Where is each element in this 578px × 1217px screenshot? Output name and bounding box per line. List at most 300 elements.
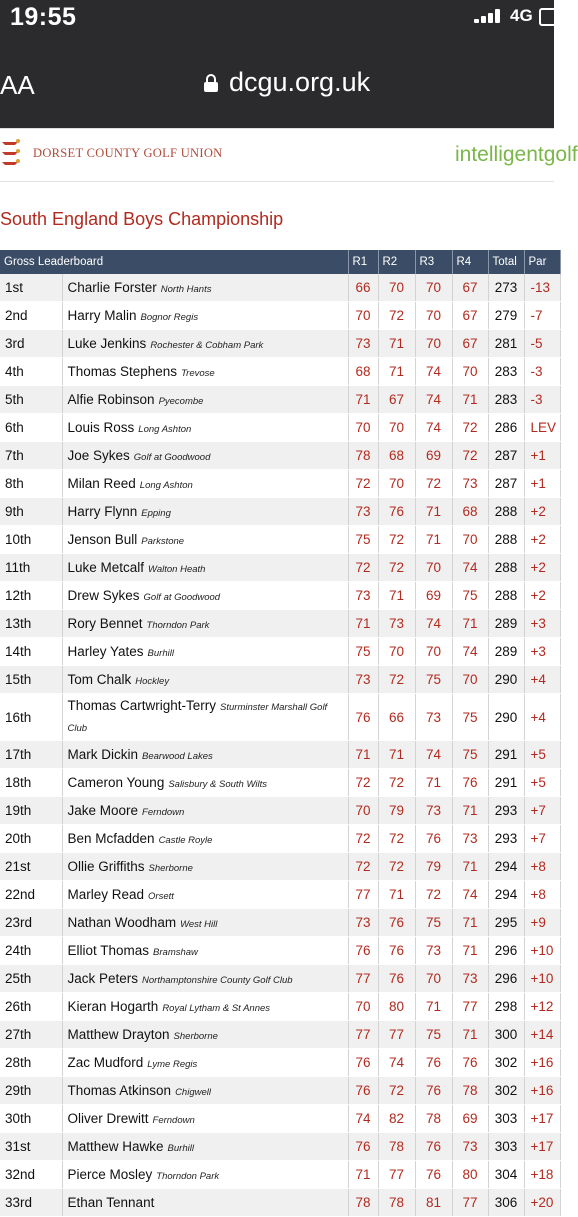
column-header-r3: R3: [415, 250, 452, 274]
player-cell[interactable]: [62, 993, 348, 1021]
partner-logo[interactable]: intelligentgolf: [455, 143, 578, 166]
table-row[interactable]: [0, 965, 560, 993]
column-header-total: Total: [488, 250, 524, 274]
round-2-score: 67: [378, 386, 415, 414]
player-cell[interactable]: [62, 1133, 348, 1161]
position-cell: 23rd: [0, 909, 62, 937]
round-2-score: 72: [378, 769, 415, 797]
par-score: -13: [524, 274, 560, 302]
player-name[interactable]: Marley Read: [67, 887, 145, 902]
round-1-score: 70: [348, 993, 378, 1021]
player-cell[interactable]: [62, 769, 348, 797]
column-header-r4: R4: [452, 250, 488, 274]
url-text[interactable]: dcgu.org.uk: [229, 67, 371, 97]
club-name: Parkstone: [141, 536, 185, 547]
player-name[interactable]: Kieran Hogarth: [67, 999, 159, 1014]
club-name: Ferndown: [142, 807, 185, 818]
round-1-score: 77: [348, 965, 378, 993]
round-2-score: 79: [378, 797, 415, 825]
club-name: Orsett: [148, 891, 174, 902]
lock-icon: [204, 74, 218, 92]
player-cell[interactable]: [62, 1049, 348, 1077]
total-score: 286: [488, 414, 524, 442]
column-header-r1: R1: [348, 250, 378, 274]
player-cell[interactable]: [62, 1105, 348, 1133]
table-row[interactable]: [0, 769, 560, 797]
round-2-score: 72: [378, 825, 415, 853]
position-cell: 18th: [0, 769, 62, 797]
club-name: Royal Lytham & St Annes: [162, 1003, 271, 1014]
round-2-score: 76: [378, 937, 415, 965]
round-1-score: 72: [348, 853, 378, 881]
club-name: Bognor Regis: [140, 312, 199, 323]
total-score: 303: [488, 1105, 524, 1133]
round-3-score: 75: [415, 666, 452, 694]
round-4-score: 71: [452, 853, 488, 881]
player-cell[interactable]: [62, 498, 348, 526]
par-score: +8: [524, 853, 560, 881]
round-1-score: 72: [348, 470, 378, 498]
round-4-score: 73: [452, 470, 488, 498]
player-name[interactable]: Cameron Young: [67, 775, 165, 790]
round-1-score: 74: [348, 1105, 378, 1133]
player-name[interactable]: Luke Metcalf: [67, 560, 145, 575]
player-name[interactable]: Ben Mcfadden: [67, 831, 155, 846]
status-bar: [0, 0, 554, 40]
table-row[interactable]: [0, 1049, 560, 1077]
total-score: 302: [488, 1077, 524, 1105]
round-4-score: 75: [452, 582, 488, 610]
club-name: Bearwood Lakes: [142, 751, 213, 762]
player-cell[interactable]: [62, 1077, 348, 1105]
round-2-score: 72: [378, 526, 415, 554]
round-4-score: 76: [452, 769, 488, 797]
club-name: Castle Royle: [158, 835, 213, 846]
table-row[interactable]: [0, 638, 560, 666]
round-1-score: 77: [348, 881, 378, 909]
position-cell: 29th: [0, 1077, 62, 1105]
table-row[interactable]: [0, 610, 560, 638]
round-3-score: 74: [415, 358, 452, 386]
player-cell[interactable]: [62, 694, 348, 741]
total-score: 287: [488, 470, 524, 498]
position-cell: 4th: [0, 358, 62, 386]
round-4-score: 74: [452, 881, 488, 909]
player-cell[interactable]: [62, 554, 348, 582]
total-score: 289: [488, 638, 524, 666]
table-row[interactable]: [0, 526, 560, 554]
round-3-score: 74: [415, 414, 452, 442]
player-cell[interactable]: [62, 853, 348, 881]
round-3-score: 70: [415, 638, 452, 666]
club-name: Thorndon Park: [146, 620, 210, 631]
position-cell: 10th: [0, 526, 62, 554]
par-score: +8: [524, 881, 560, 909]
player-cell[interactable]: [62, 330, 348, 358]
table-row[interactable]: [0, 358, 560, 386]
position-cell: 27th: [0, 1021, 62, 1049]
table-row[interactable]: [0, 414, 560, 442]
column-header-gross-leaderboard: Gross Leaderboard: [0, 250, 348, 274]
player-name[interactable]: Jenson Bull: [67, 532, 138, 547]
round-1-score: 75: [348, 638, 378, 666]
player-name[interactable]: Oliver Drewitt: [67, 1111, 149, 1126]
player-cell[interactable]: [62, 741, 348, 769]
player-name[interactable]: Pierce Mosley: [67, 1167, 153, 1182]
round-2-score: 70: [378, 470, 415, 498]
par-score: +16: [524, 1077, 560, 1105]
player-cell[interactable]: [62, 274, 348, 302]
round-3-score: 76: [415, 1161, 452, 1189]
player-name[interactable]: Matthew Hawke: [67, 1139, 164, 1154]
round-1-score: 70: [348, 302, 378, 330]
total-score: 298: [488, 993, 524, 1021]
round-4-score: 78: [452, 1077, 488, 1105]
round-1-score: 77: [348, 1021, 378, 1049]
round-2-score: 76: [378, 909, 415, 937]
player-cell[interactable]: [62, 470, 348, 498]
round-2-score: 72: [378, 1077, 415, 1105]
browser-address-bar[interactable]: [0, 40, 554, 128]
round-2-score: 72: [378, 302, 415, 330]
position-cell: 30th: [0, 1105, 62, 1133]
round-4-score: 77: [452, 1189, 488, 1217]
round-1-score: 73: [348, 909, 378, 937]
round-1-score: 73: [348, 666, 378, 694]
club-name: Golf at Goodwood: [143, 592, 221, 603]
position-cell: 20th: [0, 825, 62, 853]
table-row[interactable]: [0, 554, 560, 582]
round-1-score: 73: [348, 498, 378, 526]
total-score: 303: [488, 1133, 524, 1161]
table-row[interactable]: [0, 582, 560, 610]
round-4-score: 70: [452, 666, 488, 694]
table-row[interactable]: [0, 330, 560, 358]
round-2-score: 72: [378, 666, 415, 694]
round-3-score: 76: [415, 1133, 452, 1161]
par-score: +2: [524, 498, 560, 526]
player-name[interactable]: Elliot Thomas: [67, 943, 150, 958]
round-2-score: 71: [378, 330, 415, 358]
position-cell: 26th: [0, 993, 62, 1021]
club-name: Rochester & Cobham Park: [150, 340, 264, 351]
total-score: 283: [488, 358, 524, 386]
round-4-score: 74: [452, 638, 488, 666]
club-name: Thorndon Park: [156, 1171, 220, 1182]
par-score: +10: [524, 965, 560, 993]
round-4-score: 77: [452, 993, 488, 1021]
club-name: Lyme Regis: [147, 1059, 198, 1070]
round-1-score: 70: [348, 414, 378, 442]
player-name[interactable]: Drew Sykes: [67, 588, 140, 603]
player-cell[interactable]: [62, 386, 348, 414]
club-name: Golf at Goodwood: [133, 452, 211, 463]
round-3-score: 74: [415, 741, 452, 769]
position-cell: 12th: [0, 582, 62, 610]
total-score: 273: [488, 274, 524, 302]
par-score: +2: [524, 582, 560, 610]
player-cell[interactable]: [62, 302, 348, 330]
player-cell[interactable]: [62, 881, 348, 909]
total-score: 306: [488, 1189, 524, 1217]
table-row[interactable]: [0, 937, 560, 965]
position-cell: 32nd: [0, 1161, 62, 1189]
round-3-score: 71: [415, 993, 452, 1021]
player-name[interactable]: Matthew Drayton: [67, 1027, 170, 1042]
round-4-score: 71: [452, 610, 488, 638]
total-score: 294: [488, 881, 524, 909]
position-cell: 33rd: [0, 1189, 62, 1217]
table-row[interactable]: [0, 1077, 560, 1105]
round-1-score: 72: [348, 554, 378, 582]
table-row[interactable]: [0, 993, 560, 1021]
table-row[interactable]: [0, 386, 560, 414]
cellular-signal-icon: [474, 9, 504, 23]
round-2-score: 72: [378, 853, 415, 881]
total-score: 289: [488, 610, 524, 638]
round-4-score: 71: [452, 1021, 488, 1049]
total-score: 288: [488, 582, 524, 610]
table-row[interactable]: [0, 1105, 560, 1133]
round-2-score: 70: [378, 414, 415, 442]
player-cell[interactable]: [62, 1021, 348, 1049]
gross-leaderboard-table: [0, 250, 561, 1217]
round-1-score: 78: [348, 1189, 378, 1217]
player-name[interactable]: Thomas Cartwright-Terry: [67, 698, 217, 713]
table-row[interactable]: [0, 470, 560, 498]
position-cell: 1st: [0, 274, 62, 302]
player-cell[interactable]: [62, 582, 348, 610]
round-1-score: 76: [348, 694, 378, 741]
round-2-score: 68: [378, 442, 415, 470]
player-cell[interactable]: [62, 965, 348, 993]
round-4-score: 71: [452, 386, 488, 414]
round-3-score: 72: [415, 470, 452, 498]
total-score: 291: [488, 769, 524, 797]
player-name[interactable]: Harry Flynn: [67, 504, 138, 519]
round-3-score: 76: [415, 1077, 452, 1105]
round-1-score: 76: [348, 1077, 378, 1105]
table-row[interactable]: [0, 881, 560, 909]
player-name[interactable]: Joe Sykes: [67, 448, 130, 463]
par-score: +4: [524, 694, 560, 741]
round-4-score: 76: [452, 1049, 488, 1077]
round-2-score: 80: [378, 993, 415, 1021]
round-2-score: 78: [378, 1189, 415, 1217]
round-3-score: 73: [415, 797, 452, 825]
total-score: 283: [488, 386, 524, 414]
table-row[interactable]: [0, 797, 560, 825]
player-name[interactable]: Rory Bennet: [67, 616, 143, 631]
position-cell: 7th: [0, 442, 62, 470]
round-2-score: 72: [378, 554, 415, 582]
player-name[interactable]: Ethan Tennant: [67, 1195, 155, 1210]
round-4-score: 72: [452, 414, 488, 442]
par-score: +4: [524, 666, 560, 694]
table-row[interactable]: [0, 1161, 560, 1189]
player-cell[interactable]: [62, 610, 348, 638]
table-row[interactable]: [0, 498, 560, 526]
par-score: +5: [524, 769, 560, 797]
club-name: Sherborne: [148, 863, 193, 874]
total-score: 288: [488, 498, 524, 526]
column-header-r2: R2: [378, 250, 415, 274]
club-name: Walton Heath: [148, 564, 206, 575]
table-row[interactable]: [0, 274, 560, 302]
player-name[interactable]: Ollie Griffiths: [67, 859, 145, 874]
table-row[interactable]: [0, 442, 560, 470]
par-score: +12: [524, 993, 560, 1021]
round-3-score: 76: [415, 825, 452, 853]
round-4-score: 75: [452, 694, 488, 741]
round-4-score: 71: [452, 909, 488, 937]
player-name[interactable]: Alfie Robinson: [67, 392, 155, 407]
reader-view-button[interactable]: AA: [0, 70, 35, 100]
round-3-score: 71: [415, 769, 452, 797]
crest-logo-icon: [0, 137, 22, 171]
club-name: Sherborne: [173, 1031, 218, 1042]
round-2-score: 76: [378, 498, 415, 526]
position-cell: 19th: [0, 797, 62, 825]
player-cell[interactable]: [62, 526, 348, 554]
table-row[interactable]: [0, 1021, 560, 1049]
round-3-score: 72: [415, 881, 452, 909]
player-name[interactable]: Harry Malin: [67, 308, 137, 323]
round-1-score: 75: [348, 526, 378, 554]
par-score: -3: [524, 386, 560, 414]
position-cell: 8th: [0, 470, 62, 498]
position-cell: 9th: [0, 498, 62, 526]
site-header: [0, 128, 578, 182]
player-name[interactable]: Jake Moore: [67, 803, 139, 818]
round-1-score: 76: [348, 937, 378, 965]
player-name[interactable]: Zac Mudford: [67, 1055, 144, 1070]
player-cell[interactable]: [62, 666, 348, 694]
round-3-score: 75: [415, 909, 452, 937]
column-header-par: Par: [524, 250, 560, 274]
par-score: +7: [524, 797, 560, 825]
player-name[interactable]: Thomas Atkinson: [67, 1083, 172, 1098]
par-score: +7: [524, 825, 560, 853]
round-3-score: 76: [415, 1049, 452, 1077]
player-name[interactable]: Thomas Stephens: [67, 364, 178, 379]
position-cell: 11th: [0, 554, 62, 582]
par-score: +20: [524, 1189, 560, 1217]
total-score: 293: [488, 825, 524, 853]
player-cell[interactable]: [62, 414, 348, 442]
player-name[interactable]: Tom Chalk: [67, 672, 132, 687]
player-cell[interactable]: [62, 937, 348, 965]
club-name: West Hill: [180, 919, 218, 930]
position-cell: 16th: [0, 694, 62, 741]
par-score: +3: [524, 638, 560, 666]
table-row[interactable]: [0, 302, 560, 330]
total-score: 293: [488, 797, 524, 825]
player-name[interactable]: Jack Peters: [67, 971, 139, 986]
round-4-score: 80: [452, 1161, 488, 1189]
table-row[interactable]: [0, 666, 560, 694]
position-cell: 6th: [0, 414, 62, 442]
player-name[interactable]: Nathan Woodham: [67, 915, 177, 930]
round-4-score: 73: [452, 965, 488, 993]
player-name[interactable]: Louis Ross: [67, 420, 135, 435]
round-2-score: 66: [378, 694, 415, 741]
network-type: 4G: [510, 6, 533, 25]
total-score: 281: [488, 330, 524, 358]
position-cell: 14th: [0, 638, 62, 666]
round-3-score: 70: [415, 965, 452, 993]
table-row[interactable]: [0, 853, 560, 881]
club-name: Salisbury & South Wilts: [168, 779, 267, 790]
round-4-score: 68: [452, 498, 488, 526]
table-row[interactable]: [0, 1189, 560, 1217]
par-score: +9: [524, 909, 560, 937]
position-cell: 13th: [0, 610, 62, 638]
total-score: 288: [488, 526, 524, 554]
championship-title: South England Boys Championship: [0, 209, 284, 229]
par-score: -7: [524, 302, 560, 330]
player-cell[interactable]: [62, 442, 348, 470]
club-name: Trevose: [181, 368, 215, 379]
round-4-score: 73: [452, 1133, 488, 1161]
player-name[interactable]: Charlie Forster: [67, 280, 157, 295]
table-row[interactable]: [0, 741, 560, 769]
club-name: North Hants: [160, 284, 212, 295]
round-4-score: 67: [452, 302, 488, 330]
round-3-score: 71: [415, 498, 452, 526]
round-1-score: 71: [348, 386, 378, 414]
club-name: Sturminster Marshall Golf Club: [67, 702, 328, 734]
round-1-score: 72: [348, 769, 378, 797]
par-score: +1: [524, 470, 560, 498]
round-4-score: 69: [452, 1105, 488, 1133]
round-1-score: 71: [348, 610, 378, 638]
table-row[interactable]: [0, 1133, 560, 1161]
player-name[interactable]: Harley Yates: [67, 644, 144, 659]
round-2-score: 77: [378, 1021, 415, 1049]
player-cell[interactable]: [62, 1189, 348, 1217]
position-cell: 17th: [0, 741, 62, 769]
table-row[interactable]: [0, 825, 560, 853]
club-name: Northamptonshire County Golf Club: [142, 975, 293, 986]
player-name[interactable]: Luke Jenkins: [67, 336, 147, 351]
round-4-score: 67: [452, 274, 488, 302]
round-2-score: 71: [378, 582, 415, 610]
total-score: 302: [488, 1049, 524, 1077]
player-cell[interactable]: [62, 825, 348, 853]
player-cell[interactable]: [62, 797, 348, 825]
club-name: Long Ashton: [138, 424, 192, 435]
par-score: +14: [524, 1021, 560, 1049]
total-score: 294: [488, 853, 524, 881]
table-header-row: [0, 250, 560, 274]
player-name[interactable]: Mark Dickin: [67, 747, 139, 762]
round-3-score: 73: [415, 937, 452, 965]
club-name: Burhill: [147, 648, 174, 659]
table-row[interactable]: [0, 694, 560, 741]
player-cell[interactable]: [62, 909, 348, 937]
table-row[interactable]: [0, 909, 560, 937]
player-name[interactable]: Milan Reed: [67, 476, 136, 491]
round-3-score: 74: [415, 610, 452, 638]
round-2-score: 73: [378, 610, 415, 638]
player-cell[interactable]: [62, 358, 348, 386]
player-cell[interactable]: [62, 1161, 348, 1189]
player-cell[interactable]: [62, 638, 348, 666]
union-name[interactable]: DORSET COUNTY GOLF UNION: [33, 146, 223, 160]
position-cell: 31st: [0, 1133, 62, 1161]
par-score: +2: [524, 526, 560, 554]
